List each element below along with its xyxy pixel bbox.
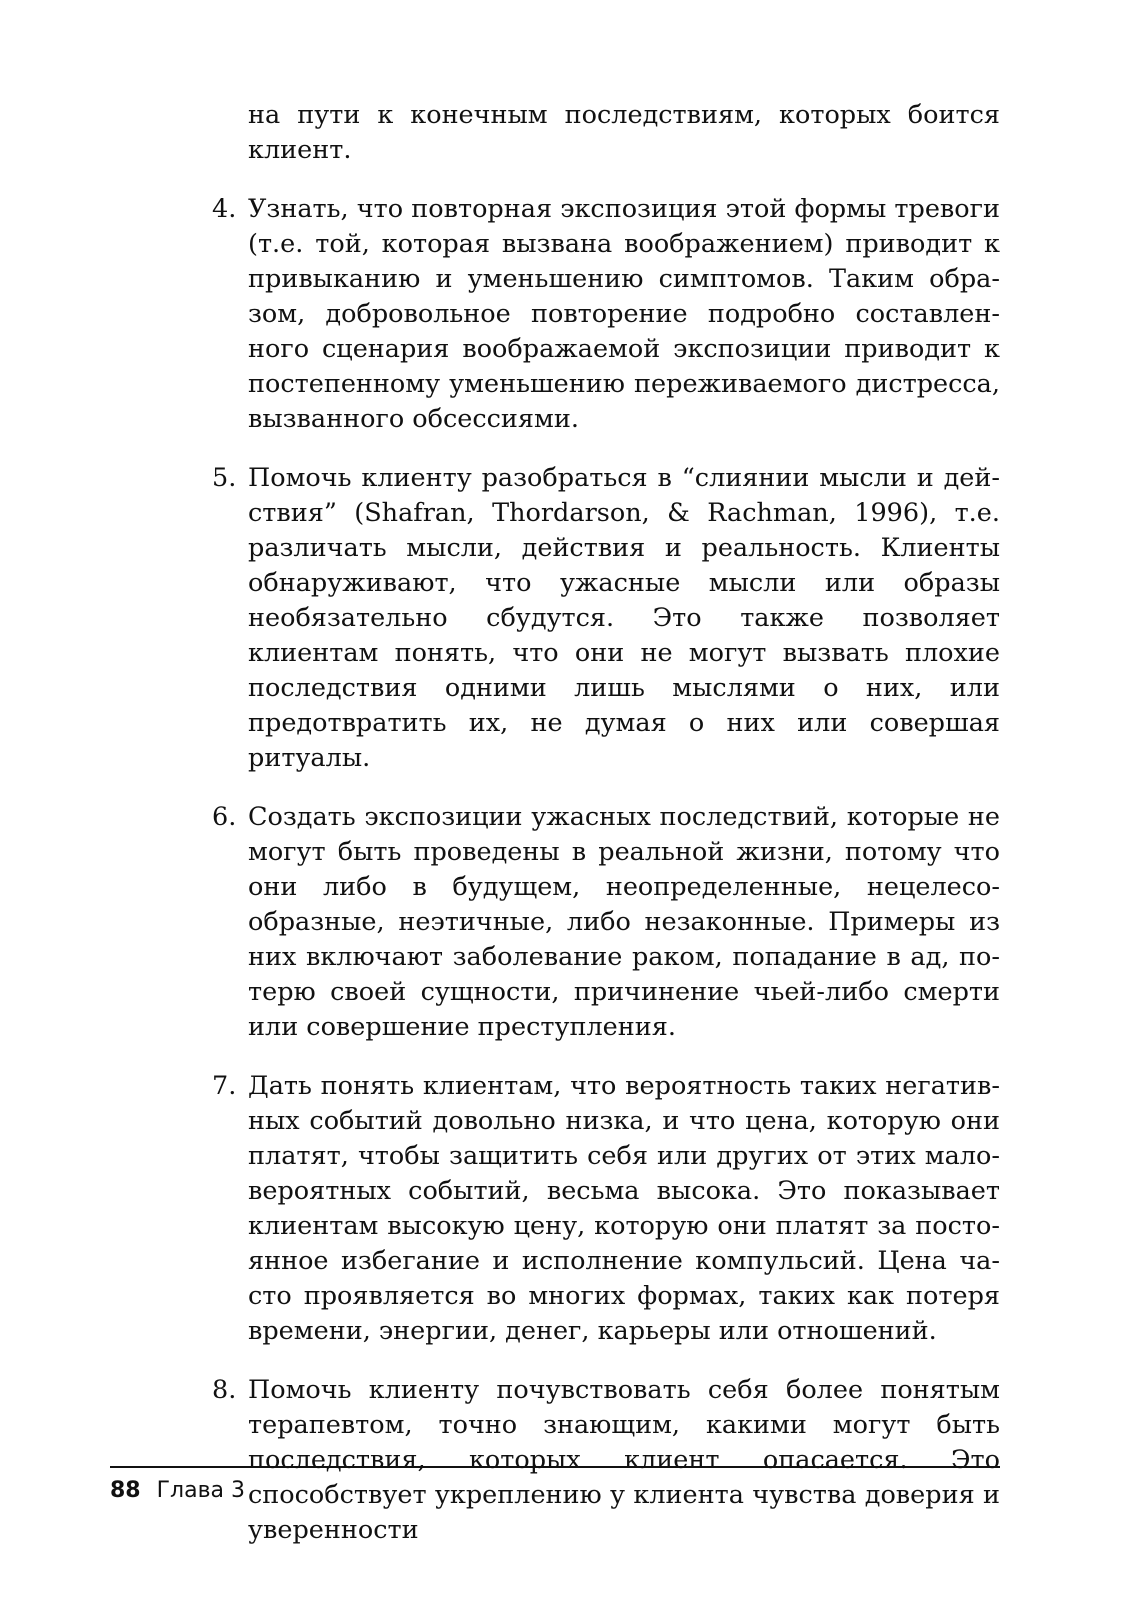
chapter-label: Глава 3 [156, 1478, 246, 1503]
list-item-7 [212, 1069, 1000, 1349]
list-item-6 [212, 800, 1000, 1045]
continued-paragraph: на пути к конечным последствиям, которых боится клиент. [248, 100, 1000, 165]
list-item-4 [212, 192, 1000, 437]
page-number: 88 [110, 1478, 141, 1503]
list-item-number: 5. [212, 463, 237, 493]
list-item-text: Помочь клиенту разобраться в “слиянии мысли и действия” (Shafran, Thordarson, & Rachman, 1996), т.е. различать мысли, действия и реальность. Клиенты обнаруживают, что ужасные мысли или образы необязательно сбудутся. Это также позволяет клиентам понять, что они не могут вызвать плохие последствия одними лишь мыслями о них, или предотвратить их, не думая о них или совершая ритуалы. [248, 463, 1000, 773]
list-item-number: 4. [212, 194, 237, 224]
list-item-number: 7. [212, 1071, 237, 1101]
list-item-number: 8. [212, 1375, 237, 1405]
footer-divider [110, 1466, 1000, 1468]
page-footer [110, 1476, 245, 1506]
list-item-text: Создать экспозиции ужасных последствий, которые не могут быть проведены в реальной жизни, потому что они либо в будущем, неопределенные, нецелесообразные, неэтичные, либо незаконные. Примеры из них включают заболевание раком, попадание в ад, потерю своей сущности, причинение чьей-либо смерти или совершение преступления. [248, 802, 1000, 1042]
list-item-5 [212, 461, 1000, 776]
list-item-text: Помочь клиенту почувствовать себя более понятым терапевтом, точно знающим, какими могут быть последствия, которых клиент опасается. Это способствует укреплению у клиента чувства доверия и уверенности [248, 1375, 1000, 1545]
body-text [212, 98, 1000, 1572]
list-item-text: Узнать, что повторная экспозиция этой формы тревоги (т.е. той, которая вызвана воображением) приводит к привыканию и уменьшению симптомов. Таким образом, добровольное повторение подробно составленного сценария воображаемой экспозиции приводит к постепенному уменьшению переживаемого дистресса, вызванного обсессиями. [248, 194, 1000, 434]
list-item-number: 6. [212, 802, 237, 832]
list-item-8 [212, 1373, 1000, 1548]
list-item-text: Дать понять клиентам, что вероятность таких негативных событий довольно низка, и что цена, которую они платят, чтобы защитить себя или других от этих маловероятных событий, весьма высока. Это показывает клиентам высокую цену, которую они платят за постоянное избегание и исполнение компульсий. Цена часто проявляется во многих формах, таких как потеря времени, энергии, денег, карьеры или отношений. [248, 1071, 1000, 1346]
